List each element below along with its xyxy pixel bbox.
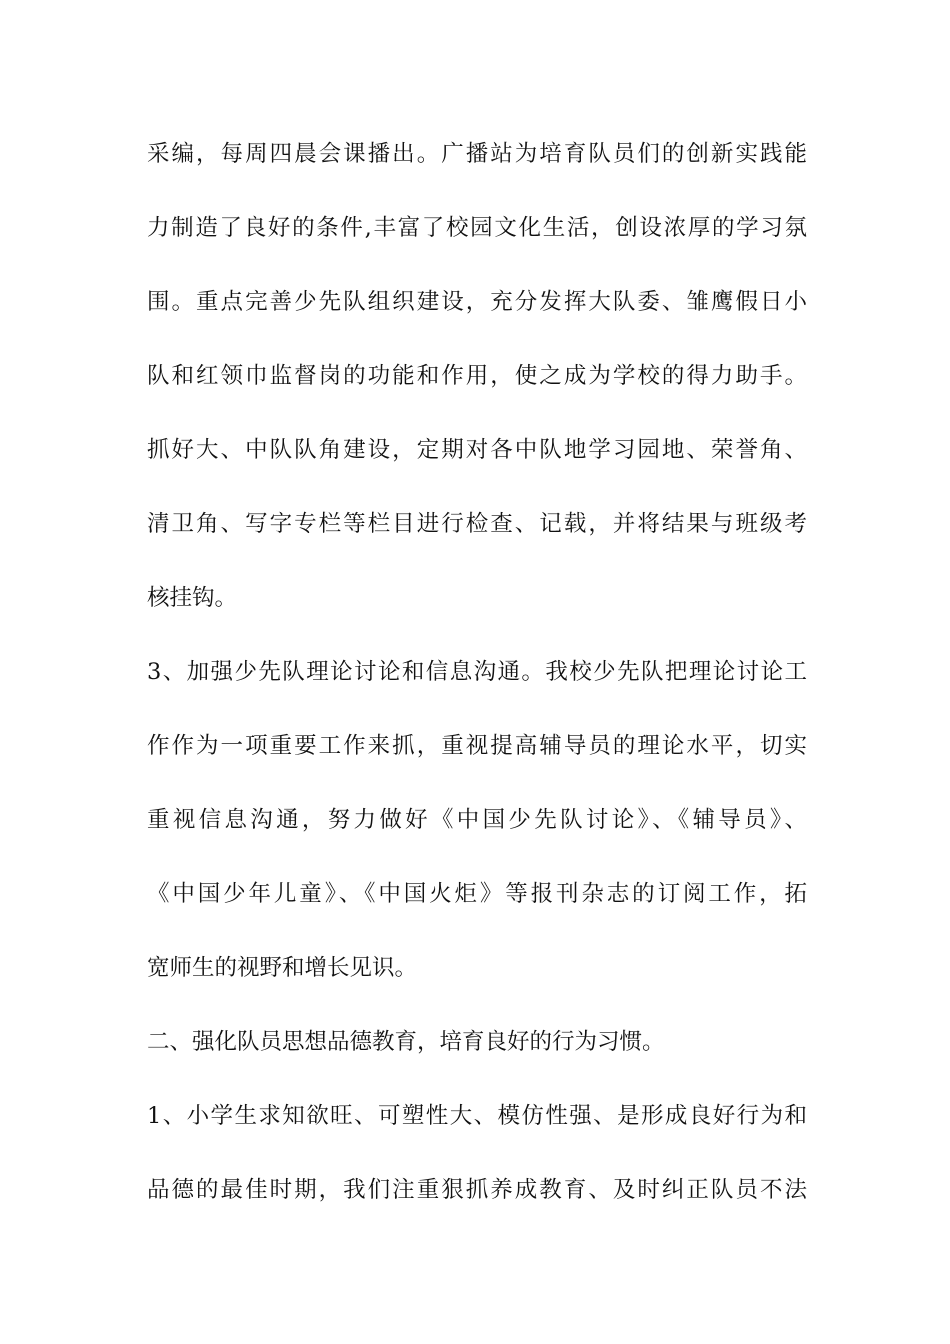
text-line: 采编，每周四晨会课播出。广播站为培育队员们的创新实践能 — [147, 141, 807, 167]
text-line: 力制造了良好的条件,丰富了校园文化生活，创设浓厚的学习氛 — [147, 215, 807, 241]
text-line: 3、加强少先队理论讨论和信息沟通。我校少先队把理论讨论工 — [147, 659, 807, 685]
text-line: 清卫角、写字专栏等栏目进行检查、记载，并将结果与班级考 — [147, 511, 807, 537]
text-line: 重视信息沟通，努力做好《中国少先队讨论》、《辅导员》、 — [147, 807, 807, 833]
text-line: 二、强化队员思想品德教育，培育良好的行为习惯。 — [147, 1029, 665, 1055]
text-line: 《中国少年儿童》、《中国火炬》等报刊杂志的订阅工作，拓 — [147, 881, 807, 907]
text-line: 1、小学生求知欲旺、可塑性大、模仿性强、是形成良好行为和 — [147, 1103, 807, 1129]
text-line: 宽师生的视野和增长见识。 — [147, 955, 418, 981]
text-line: 围。重点完善少先队组织建设，充分发挥大队委、雏鹰假日小 — [147, 289, 807, 315]
text-line: 品德的最佳时期，我们注重狠抓养成教育、及时纠正队员不法 — [147, 1177, 807, 1203]
text-line: 作作为一项重要工作来抓，重视提高辅导员的理论水平，切实 — [147, 733, 807, 759]
text-line: 核挂钩。 — [147, 585, 238, 611]
text-line: 队和红领巾监督岗的功能和作用，使之成为学校的得力助手。 — [147, 363, 807, 389]
text-line: 抓好大、中队队角建设，定期对各中队地学习园地、荣誉角、 — [147, 437, 807, 463]
